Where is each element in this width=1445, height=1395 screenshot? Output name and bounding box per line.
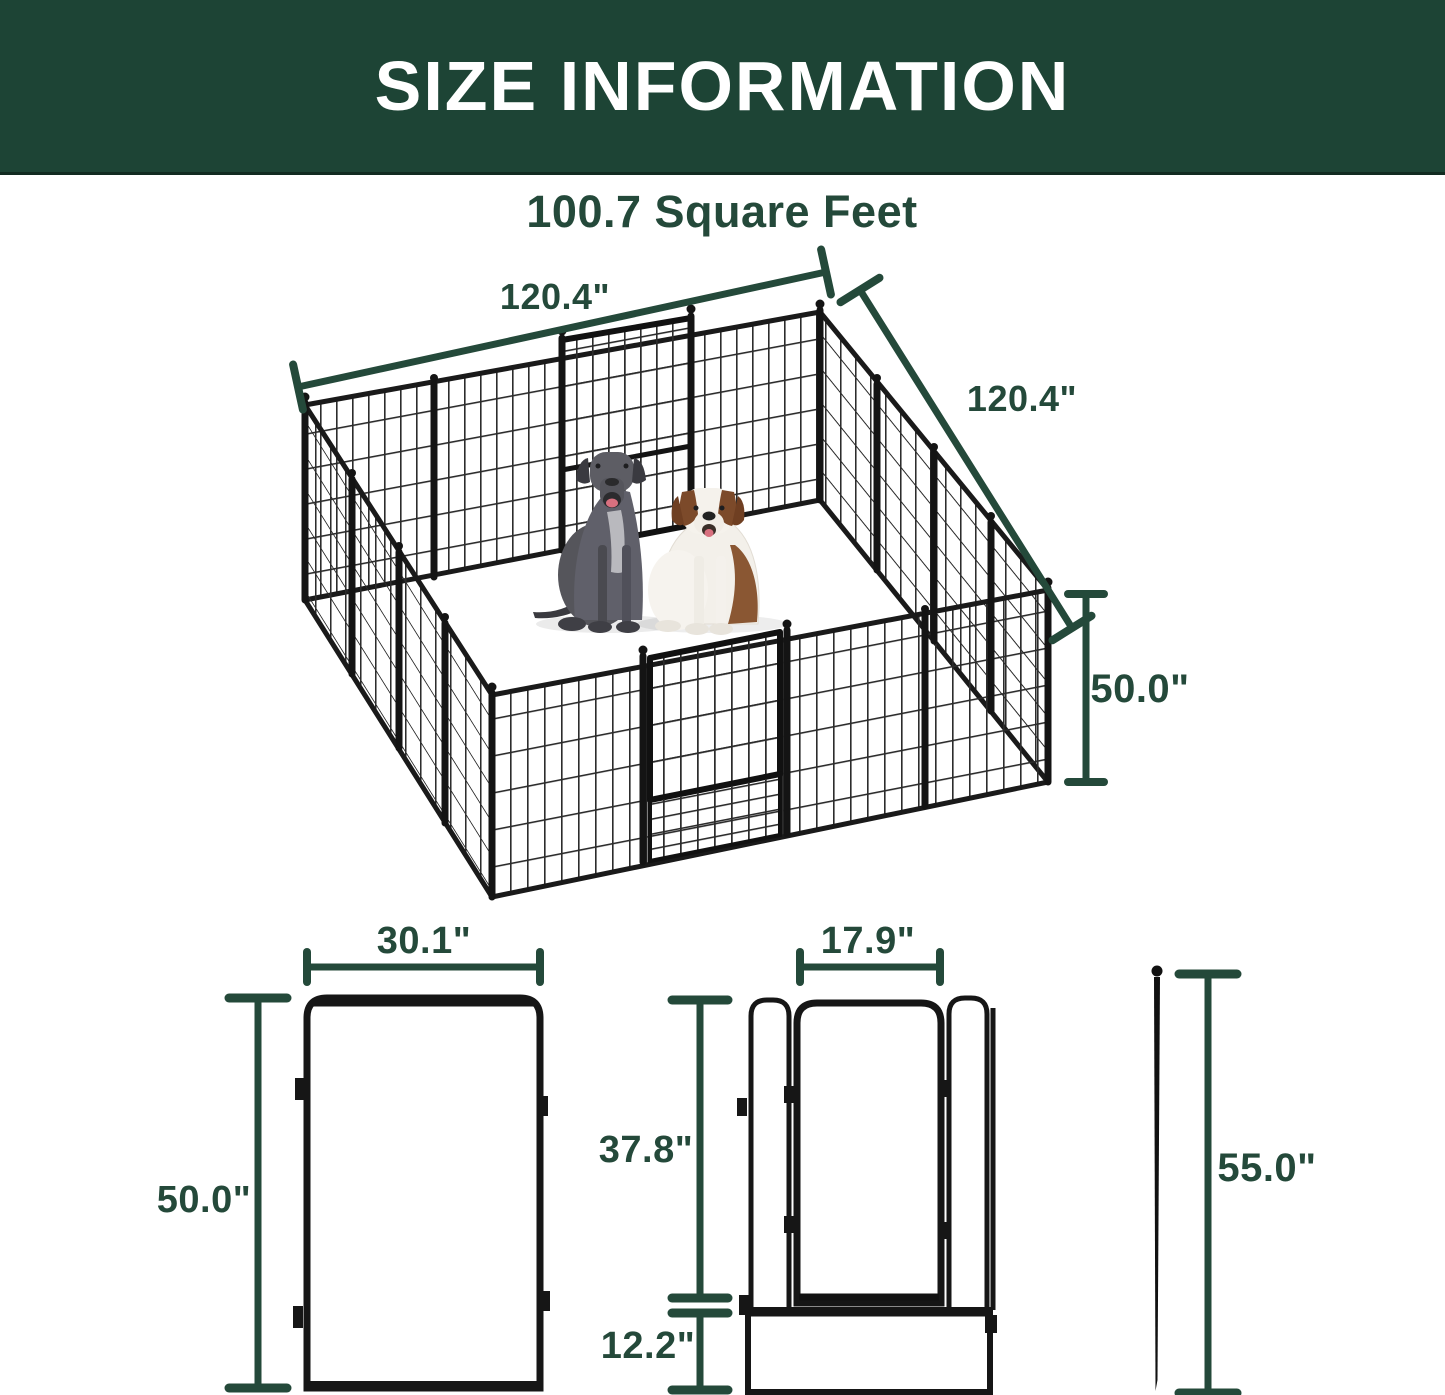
door-right-strip [949,998,987,1310]
panel-diagram [157,920,550,1388]
door-width-dimension [800,920,940,982]
stake-height-label: 55.0" [1217,1146,1317,1190]
door-height-label: 37.8" [598,1129,694,1171]
pen-height-dimension [1068,594,1190,782]
playpen-illustration [301,300,1053,898]
door-leaf [797,1003,941,1303]
door-height-dimension [599,1000,728,1298]
pen-width-left-label: 120.4" [499,276,611,317]
door-left-strip [751,1000,789,1310]
area-subtitle: 100.7 Square Feet [526,186,918,237]
ground-stake [1154,977,1160,1391]
bottom-height-dimension [601,1313,728,1390]
door-width-label: 17.9" [820,920,916,962]
panel-mesh [307,998,540,1388]
pen-front-right-wall [492,590,1048,897]
panel-height-dimension [157,998,287,1388]
stake-diagram [1152,966,1317,1394]
panel-height-label: 50.0" [156,1179,252,1221]
bottom-height-label: 12.2" [600,1325,696,1367]
panel-width-dimension [307,920,540,982]
pen-height-label: 50.0" [1090,667,1190,711]
door-panel-diagram [599,920,997,1392]
page-title: SIZE INFORMATION [374,47,1071,125]
pen-width-right-label: 120.4" [966,378,1078,419]
door-bottom-section [748,1310,990,1392]
panel-width-label: 30.1" [376,920,472,962]
pen-front-door [650,632,780,800]
stake-height-dimension [1179,974,1317,1393]
